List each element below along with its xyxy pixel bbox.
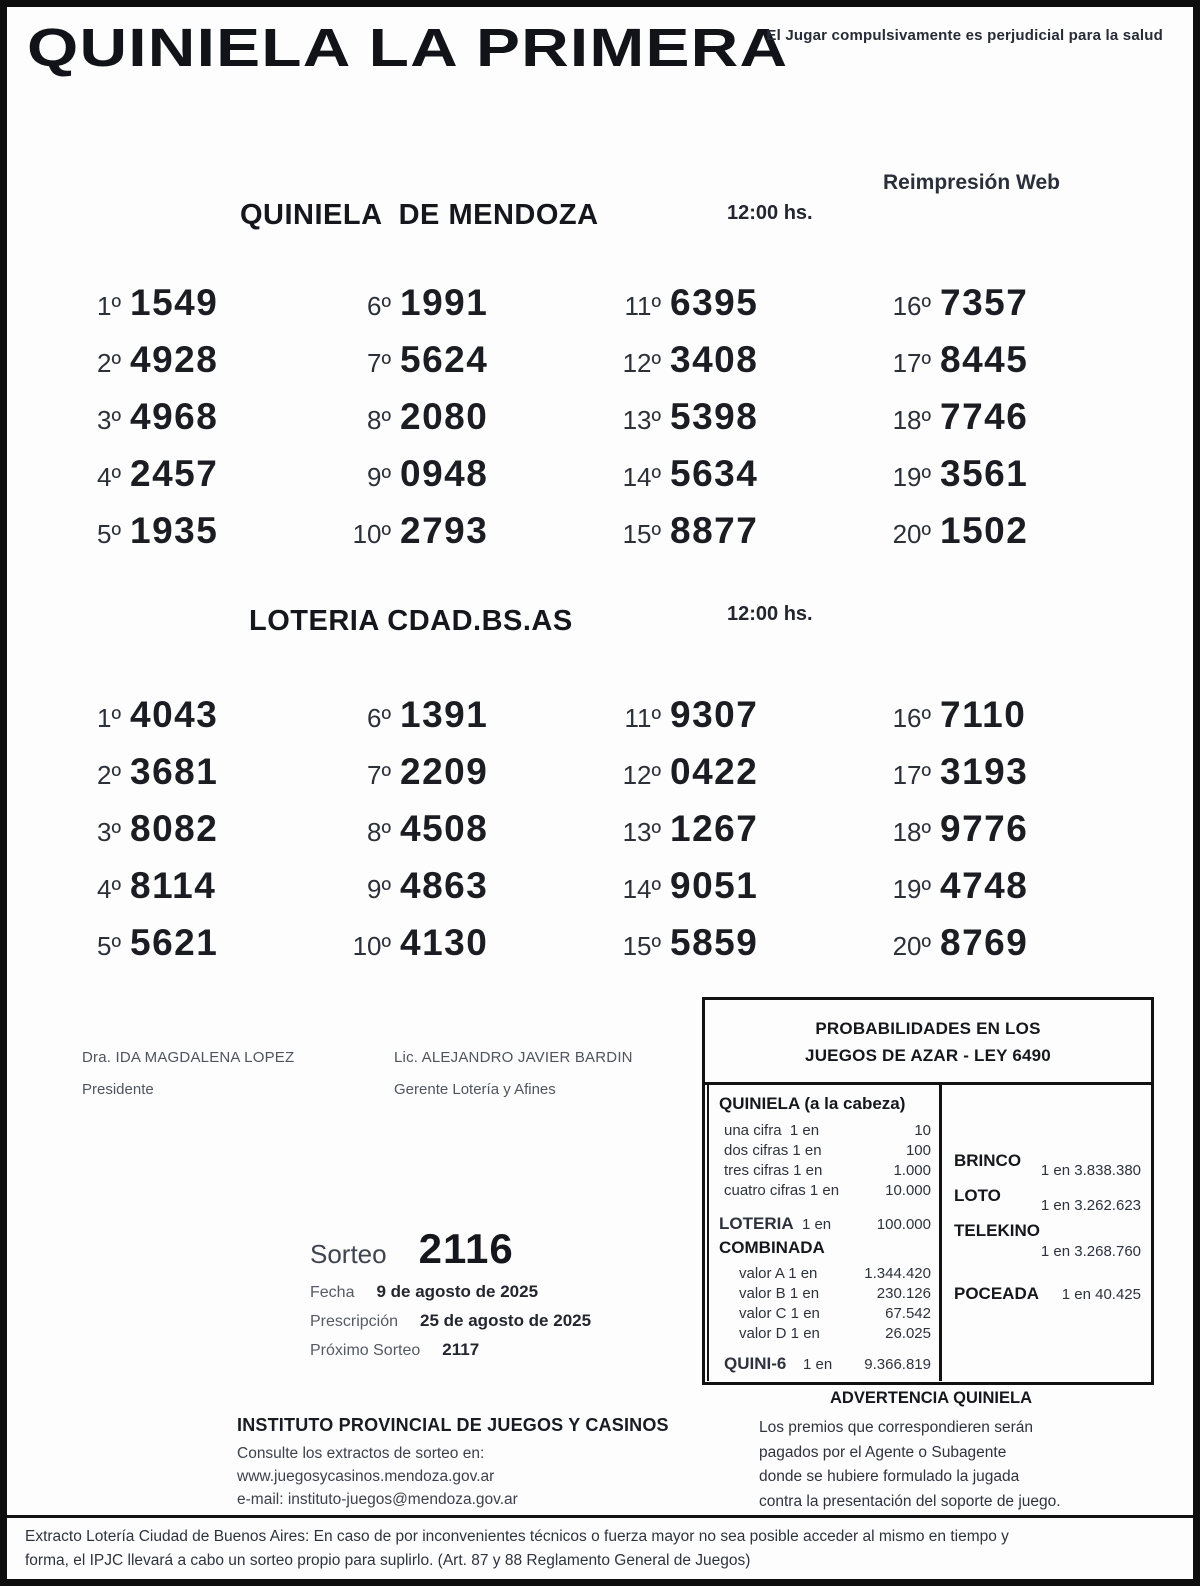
health-warning-text: El Jugar compulsivamente es perjudicial para la salud — [766, 27, 1163, 44]
result-row — [879, 694, 1149, 736]
odds-value: 67.542 — [885, 1305, 931, 1323]
result-position: 10º — [352, 930, 391, 961]
odds-value: 10.000 — [885, 1182, 931, 1200]
official-name: Lic. ALEJANDRO JAVIER BARDIN — [394, 1049, 633, 1066]
draw-title: QUINIELA DE MENDOZA — [240, 199, 599, 231]
prescripcion-label: Prescripción — [310, 1313, 399, 1330]
result-row — [609, 396, 879, 438]
odds-label: una cifra 1 en — [724, 1122, 820, 1140]
result-position: 6º — [367, 702, 391, 733]
game-name: TELEKINO — [954, 1221, 1040, 1241]
result-number: 7110 — [940, 693, 1027, 735]
odds-row — [719, 1304, 931, 1324]
institute-name: INSTITUTO PROVINCIAL DE JUEGOS Y CASINOS — [237, 1415, 669, 1435]
result-position: 4º — [97, 873, 121, 904]
result-row — [69, 694, 339, 736]
result-number: 8877 — [670, 509, 759, 551]
institute-line: e-mail: instituto-juegos@mendoza.gov.ar — [237, 1491, 518, 1508]
reprint-label: Reimpresión Web — [883, 171, 1060, 194]
result-position: 4º — [97, 461, 121, 492]
official-president — [82, 1049, 394, 1098]
result-row — [879, 865, 1149, 907]
probabilities-right-column — [942, 1085, 1151, 1381]
odds-label: valor B 1 en — [739, 1285, 820, 1303]
result-number: 1935 — [130, 509, 219, 551]
advertencia-line: donde se hubiere formulado la jugada — [759, 1468, 1020, 1485]
result-position: 16º — [892, 702, 931, 733]
game-odds: 1 en 40.425 — [1061, 1286, 1141, 1304]
result-number: 3681 — [130, 750, 219, 792]
loteria-mid: 1 en — [793, 1216, 832, 1234]
result-number: 1549 — [130, 281, 219, 323]
result-number: 2457 — [130, 452, 219, 494]
odds-row — [719, 1181, 931, 1201]
proximo-sorteo-row — [310, 1340, 591, 1360]
result-row — [609, 808, 879, 850]
advertencia-title: ADVERTENCIA QUINIELA — [830, 1389, 1032, 1407]
game-poceada — [954, 1284, 1141, 1304]
result-row — [339, 510, 609, 552]
result-position: 7º — [367, 759, 391, 790]
footer-line: forma, el IPJC llevará a cabo un sorteo propio para suplirlo. (Art. 87 y 88 Reglamento General de Juegos) — [25, 1552, 751, 1569]
quini6-mid: 1 en — [786, 1356, 833, 1374]
result-position: 14º — [622, 873, 661, 904]
result-row — [69, 865, 339, 907]
result-position: 16º — [892, 290, 931, 321]
draw-time: 12:00 hs. — [727, 202, 813, 224]
result-number: 4508 — [400, 807, 489, 849]
result-number: 9307 — [670, 693, 759, 735]
result-number: 2080 — [400, 395, 489, 437]
result-number: 8114 — [130, 864, 217, 906]
result-position: 19º — [892, 873, 931, 904]
result-position: 15º — [622, 930, 661, 961]
loteria-value: 100.000 — [876, 1216, 931, 1234]
odds-label: dos cifras 1 en — [724, 1142, 822, 1160]
result-row — [339, 396, 609, 438]
result-position: 9º — [367, 461, 391, 492]
result-number: 5621 — [130, 921, 219, 963]
result-row — [339, 865, 609, 907]
result-position: 19º — [892, 461, 931, 492]
result-row — [339, 282, 609, 324]
draw-info-block — [310, 1225, 591, 1360]
odds-row — [719, 1141, 931, 1161]
game-odds: 1 en 3.268.760 — [1040, 1243, 1141, 1261]
result-row — [609, 751, 879, 793]
result-position: 8º — [367, 404, 391, 435]
advertencia-line: Los premios que correspondieren serán — [759, 1419, 1033, 1436]
loteria-odds-row — [719, 1214, 931, 1235]
footer-separator — [7, 1515, 1193, 1518]
odds-value: 230.126 — [876, 1285, 931, 1303]
result-number: 4968 — [130, 395, 219, 437]
result-number: 2209 — [400, 750, 489, 792]
odds-value: 26.025 — [885, 1325, 931, 1343]
odds-row — [719, 1161, 931, 1181]
result-number: 7746 — [940, 395, 1029, 437]
result-number: 5859 — [670, 921, 759, 963]
result-row — [879, 808, 1149, 850]
result-number: 7357 — [940, 281, 1029, 323]
result-position: 8º — [367, 816, 391, 847]
result-position: 2º — [97, 347, 121, 378]
result-row — [339, 808, 609, 850]
fecha-row — [310, 1282, 591, 1302]
result-position: 14º — [622, 461, 661, 492]
result-position: 9º — [367, 873, 391, 904]
results-grid-cdad-bsas — [69, 686, 1149, 971]
game-brinco — [954, 1151, 1141, 1179]
result-position: 13º — [622, 404, 661, 435]
result-row — [609, 694, 879, 736]
result-number: 5624 — [400, 338, 489, 380]
odds-label: valor D 1 en — [739, 1325, 820, 1343]
result-row — [879, 282, 1149, 324]
result-row — [879, 453, 1149, 495]
result-position: 5º — [97, 930, 121, 961]
result-number: 1502 — [940, 509, 1029, 551]
result-position: 6º — [367, 290, 391, 321]
footer-line: Extracto Lotería Ciudad de Buenos Aires: En caso de por inconvenientes técnicos o fuerza mayor no sea posible acceder al mismo en tiempo y — [25, 1528, 1009, 1545]
odds-value: 10 — [914, 1122, 931, 1140]
result-row — [69, 510, 339, 552]
result-number: 4863 — [400, 864, 489, 906]
official-name: Dra. IDA MAGDALENA LOPEZ — [82, 1049, 295, 1066]
result-number: 4043 — [130, 693, 219, 735]
result-position: 3º — [97, 404, 121, 435]
result-position: 15º — [622, 518, 661, 549]
result-row — [609, 922, 879, 964]
result-position: 10º — [352, 518, 391, 549]
result-position: 1º — [97, 290, 121, 321]
combinada-odds-rows — [719, 1264, 931, 1344]
result-number: 3561 — [940, 452, 1029, 494]
result-row — [879, 396, 1149, 438]
fecha-value: 9 de agosto de 2025 — [376, 1282, 539, 1301]
result-position: 17º — [892, 347, 931, 378]
odds-label: valor A 1 en — [739, 1265, 818, 1283]
result-row — [69, 751, 339, 793]
proximo-sorteo-value: 2117 — [442, 1340, 480, 1359]
quiniela-header: QUINIELA (a la cabeza) — [719, 1094, 906, 1114]
odds-label: cuatro cifras 1 en — [724, 1182, 840, 1200]
game-name: BRINCO — [954, 1151, 1022, 1171]
game-odds: 1 en 3.838.380 — [1040, 1162, 1141, 1180]
quiniela-odds-rows — [719, 1121, 931, 1201]
odds-value: 1.000 — [893, 1162, 931, 1180]
odds-value: 1.344.420 — [864, 1265, 931, 1283]
result-number: 1267 — [670, 807, 759, 849]
draw-time: 12:00 hs. — [727, 603, 813, 625]
result-number: 9776 — [940, 807, 1029, 849]
result-number: 1391 — [400, 693, 489, 735]
probabilities-left-column — [709, 1085, 942, 1381]
result-position: 3º — [97, 816, 121, 847]
sorteo-number: 2116 — [418, 1225, 514, 1272]
result-number: 5634 — [670, 452, 759, 494]
result-row — [69, 922, 339, 964]
institute-line: Consulte los extractos de sorteo en: — [237, 1445, 485, 1462]
probabilities-title — [705, 1000, 1151, 1085]
result-row — [339, 751, 609, 793]
result-position: 13º — [622, 816, 661, 847]
result-row — [879, 751, 1149, 793]
result-number: 2793 — [400, 509, 489, 551]
result-position: 18º — [892, 404, 931, 435]
game-odds: 1 en 3.262.623 — [1040, 1197, 1141, 1215]
results-grid-mendoza — [69, 274, 1149, 559]
result-position: 11º — [624, 290, 661, 321]
advertencia-lines — [759, 1416, 1103, 1514]
result-number: 5398 — [670, 395, 759, 437]
result-number: 3193 — [940, 750, 1029, 792]
result-position: 12º — [622, 347, 661, 378]
result-number: 6395 — [670, 281, 759, 323]
result-row — [69, 396, 339, 438]
quini6-value: 9.366.819 — [864, 1356, 931, 1374]
result-row — [879, 339, 1149, 381]
result-number: 8769 — [940, 921, 1029, 963]
game-telekino — [954, 1221, 1141, 1260]
result-row — [339, 339, 609, 381]
result-number: 9051 — [670, 864, 759, 906]
game-loto — [954, 1186, 1141, 1214]
probabilities-body — [707, 1085, 1151, 1381]
result-row — [69, 453, 339, 495]
prescripcion-row — [310, 1311, 591, 1331]
sorteo-row — [310, 1225, 591, 1273]
prescripcion-value: 25 de agosto de 2025 — [420, 1311, 592, 1330]
result-row — [609, 282, 879, 324]
result-position: 20º — [892, 518, 931, 549]
result-position: 11º — [624, 702, 661, 733]
result-position: 2º — [97, 759, 121, 790]
result-number: 0422 — [670, 750, 759, 792]
odds-value: 100 — [905, 1142, 931, 1160]
odds-row — [719, 1324, 931, 1344]
official-role: Gerente Lotería y Afines — [394, 1081, 556, 1098]
result-number: 8445 — [940, 338, 1029, 380]
result-row — [339, 694, 609, 736]
page-title: QUINIELA LA PRIMERA — [27, 18, 789, 78]
result-position: 20º — [892, 930, 931, 961]
institute-line: www.juegosycasinos.mendoza.gov.ar — [237, 1468, 495, 1485]
game-name: LOTO — [954, 1186, 1001, 1206]
result-number: 4748 — [940, 864, 1029, 906]
result-row — [69, 282, 339, 324]
advertencia-block — [759, 1389, 1103, 1514]
probabilities-title-line2: JUEGOS DE AZAR - LEY 6490 — [805, 1046, 1051, 1066]
official-role: Presidente — [82, 1081, 154, 1098]
result-number: 0948 — [400, 452, 489, 494]
result-position: 12º — [622, 759, 661, 790]
result-row — [339, 453, 609, 495]
result-position: 17º — [892, 759, 931, 790]
odds-row — [719, 1264, 931, 1284]
result-position: 18º — [892, 816, 931, 847]
probabilities-title-line1: PROBABILIDADES EN LOS — [815, 1019, 1041, 1038]
advertencia-line: pagados por el Agente o Subagente — [759, 1443, 1007, 1461]
loteria-label: LOTERIA — [719, 1214, 794, 1234]
odds-row — [719, 1121, 931, 1141]
probabilities-box — [702, 997, 1154, 1385]
combinada-header: COMBINADA — [719, 1238, 825, 1258]
result-number: 3408 — [670, 338, 759, 380]
result-row — [339, 922, 609, 964]
result-number: 8082 — [130, 807, 219, 849]
odds-label: valor C 1 en — [739, 1305, 820, 1323]
result-row — [69, 339, 339, 381]
game-name: POCEADA — [954, 1284, 1040, 1304]
result-number: 4130 — [400, 921, 489, 963]
official-manager — [394, 1049, 706, 1098]
result-number: 1991 — [400, 281, 489, 323]
result-number: 4928 — [130, 338, 219, 380]
result-row — [609, 865, 879, 907]
draw-title: LOTERIA CDAD.BS.AS — [249, 605, 573, 637]
fecha-label: Fecha — [310, 1284, 355, 1301]
odds-label: tres cifras 1 en — [724, 1162, 823, 1180]
quini6-label: QUINI-6 — [724, 1354, 787, 1374]
quini6-odds-row — [719, 1354, 931, 1375]
result-position: 5º — [97, 518, 121, 549]
result-row — [879, 922, 1149, 964]
officials-block — [82, 1049, 706, 1098]
advertencia-line: contra la presentación del soporte de juego. — [759, 1492, 1061, 1510]
institute-block — [237, 1415, 669, 1511]
sorteo-label: Sorteo — [310, 1239, 387, 1269]
footer-note — [25, 1525, 1179, 1573]
odds-row — [719, 1284, 931, 1304]
institute-lines — [237, 1442, 669, 1511]
result-position: 1º — [97, 702, 121, 733]
result-position: 7º — [367, 347, 391, 378]
proximo-sorteo-label: Próximo Sorteo — [310, 1342, 421, 1359]
result-row — [879, 510, 1149, 552]
result-row — [609, 339, 879, 381]
result-row — [609, 453, 879, 495]
result-row — [69, 808, 339, 850]
result-row — [609, 510, 879, 552]
